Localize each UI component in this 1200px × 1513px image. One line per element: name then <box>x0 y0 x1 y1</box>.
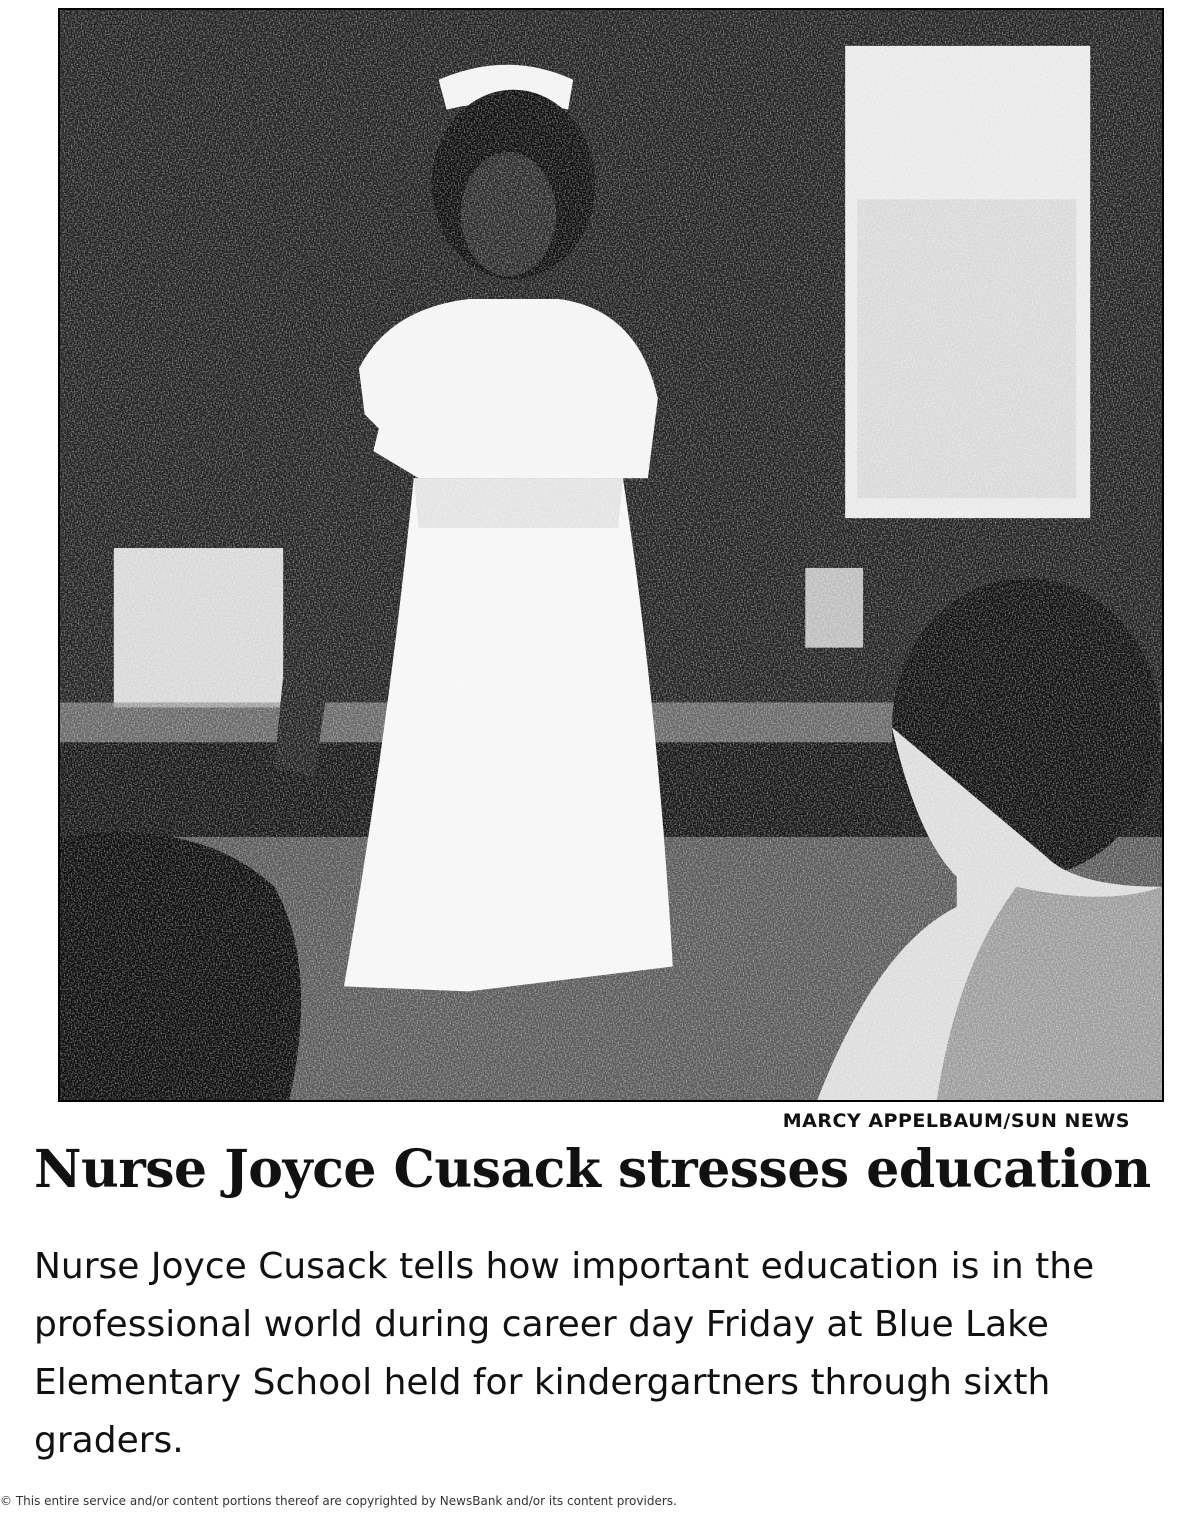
photo-illustration <box>60 10 1162 1100</box>
newspaper-photo <box>58 8 1164 1102</box>
headline: Nurse Joyce Cusack stresses education <box>34 1139 1151 1200</box>
copyright-notice: © This entire service and/or content portions thereof are copyrighted by NewsBank and/or its content providers. <box>0 1494 677 1508</box>
photo-credit: MARCY APPELBAUM/SUN NEWS <box>782 1110 1130 1132</box>
photo-caption: Nurse Joyce Cusack tells how important education is in the professional world during career day Friday at Blue Lake Elementary School held for kindergartners through sixth graders. <box>34 1246 1095 1461</box>
